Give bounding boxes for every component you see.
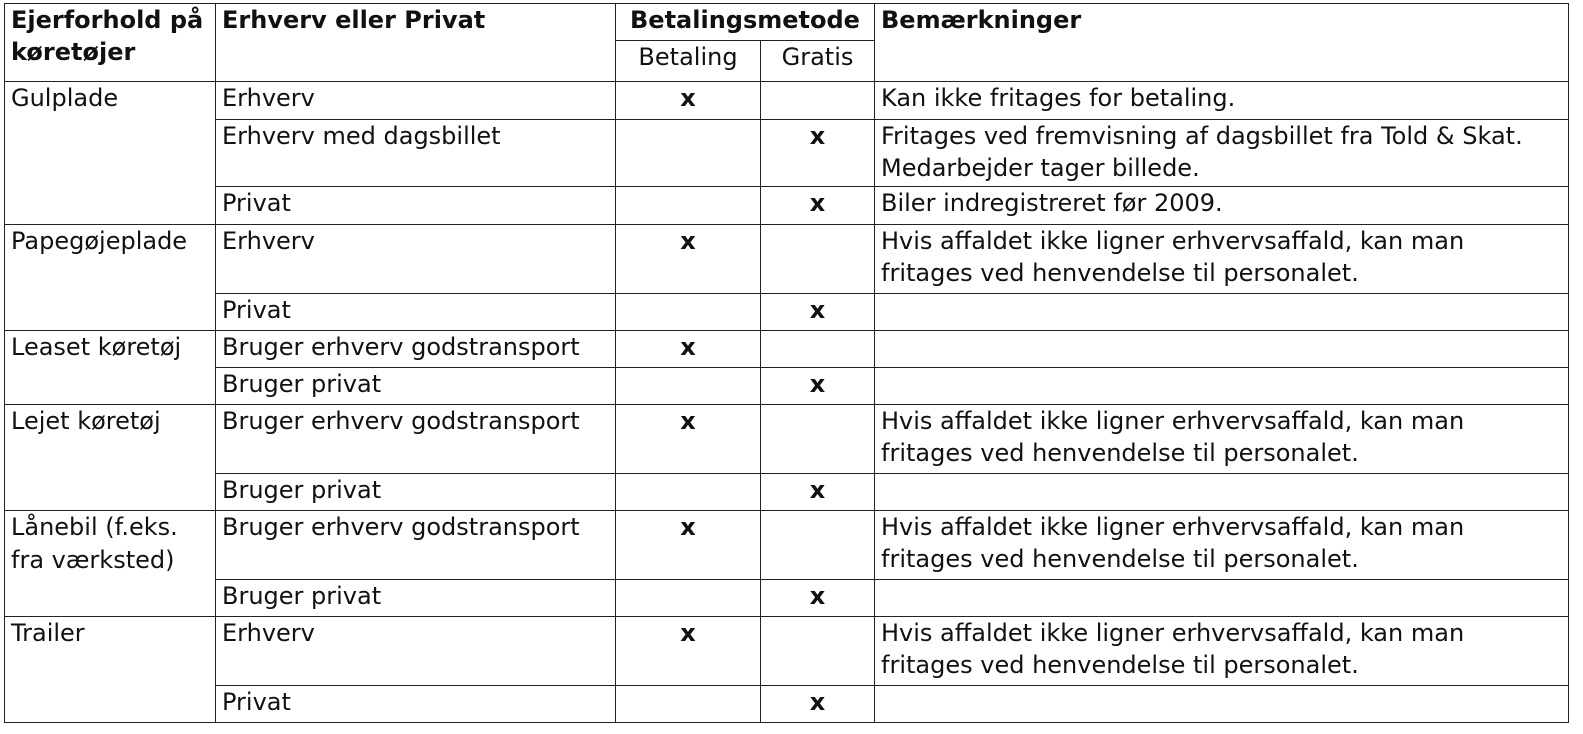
type-cell: Erhverv xyxy=(216,82,616,120)
table-row xyxy=(5,82,1569,120)
header-remarks: Bemærkninger xyxy=(875,4,1569,82)
payment-mark: x xyxy=(616,82,761,120)
remark-cell xyxy=(875,474,1569,511)
free-mark: x xyxy=(761,294,875,331)
type-cell: Erhverv xyxy=(216,225,616,294)
owner-cell: Papegøjeplade xyxy=(5,225,216,331)
free-mark: x xyxy=(761,120,875,187)
type-cell: Privat xyxy=(216,294,616,331)
table-row xyxy=(5,294,1569,331)
table-row xyxy=(5,474,1569,511)
free-mark: x xyxy=(761,474,875,511)
payment-mark: x xyxy=(616,331,761,368)
payment-mark xyxy=(616,368,761,405)
remark-cell: Hvis affaldet ikke ligner erhvervsaffald, kan man fritages ved henvendelse til personalet. xyxy=(875,617,1569,686)
table-row xyxy=(5,331,1569,368)
table-row xyxy=(5,120,1569,187)
payment-mark xyxy=(616,120,761,187)
remark-cell xyxy=(875,294,1569,331)
remark-cell: Kan ikke fritages for betaling. xyxy=(875,82,1569,120)
table-row xyxy=(5,580,1569,617)
payment-mark: x xyxy=(616,617,761,686)
payment-mark: x xyxy=(616,405,761,474)
type-cell: Bruger erhverv godstransport xyxy=(216,331,616,368)
owner-cell: Lånebil (f.eks. fra værksted) xyxy=(5,511,216,617)
owner-cell: Leaset køretøj xyxy=(5,331,216,405)
type-cell: Privat xyxy=(216,187,616,225)
table-row xyxy=(5,225,1569,294)
remark-cell: Hvis affaldet ikke ligner erhvervsaffald, kan man fritages ved henvendelse til personalet. xyxy=(875,511,1569,580)
table-row xyxy=(5,511,1569,580)
free-mark xyxy=(761,405,875,474)
owner-cell: Gulplade xyxy=(5,82,216,225)
type-cell: Erhverv xyxy=(216,617,616,686)
table-row xyxy=(5,187,1569,225)
type-cell: Bruger privat xyxy=(216,474,616,511)
header-payment-method: Betalingsmetode xyxy=(616,4,875,41)
remark-cell xyxy=(875,580,1569,617)
remark-cell: Biler indregistreret før 2009. xyxy=(875,187,1569,225)
header-free: Gratis xyxy=(761,41,875,82)
payment-mark xyxy=(616,474,761,511)
type-cell: Bruger erhverv godstransport xyxy=(216,511,616,580)
free-mark xyxy=(761,617,875,686)
table-row xyxy=(5,617,1569,686)
header-owner: Ejerforhold på køretøjer xyxy=(5,4,216,82)
free-mark: x xyxy=(761,187,875,225)
header-type: Erhverv eller Privat xyxy=(216,4,616,82)
table-row xyxy=(5,368,1569,405)
free-mark xyxy=(761,511,875,580)
remark-cell: Hvis affaldet ikke ligner erhvervsaffald, kan man fritages ved henvendelse til personalet. xyxy=(875,225,1569,294)
type-cell: Bruger privat xyxy=(216,580,616,617)
payment-mark xyxy=(616,187,761,225)
payment-mark xyxy=(616,686,761,723)
payment-mark xyxy=(616,580,761,617)
remark-cell xyxy=(875,331,1569,368)
free-mark: x xyxy=(761,368,875,405)
free-mark: x xyxy=(761,580,875,617)
free-mark xyxy=(761,82,875,120)
free-mark xyxy=(761,225,875,294)
payment-mark: x xyxy=(616,225,761,294)
remark-cell xyxy=(875,368,1569,405)
free-mark: x xyxy=(761,686,875,723)
type-cell: Privat xyxy=(216,686,616,723)
remark-cell: Hvis affaldet ikke ligner erhvervsaffald, kan man fritages ved henvendelse til personalet. xyxy=(875,405,1569,474)
vehicle-payment-table xyxy=(4,3,1569,723)
payment-mark xyxy=(616,294,761,331)
owner-cell: Trailer xyxy=(5,617,216,723)
type-cell: Bruger erhverv godstransport xyxy=(216,405,616,474)
owner-cell: Lejet køretøj xyxy=(5,405,216,511)
header-payment: Betaling xyxy=(616,41,761,82)
type-cell: Bruger privat xyxy=(216,368,616,405)
table-body xyxy=(5,82,1569,723)
remark-cell: Fritages ved fremvisning af dagsbillet fra Told & Skat. Medarbejder tager billede. xyxy=(875,120,1569,187)
free-mark xyxy=(761,331,875,368)
payment-mark: x xyxy=(616,511,761,580)
type-cell: Erhverv med dagsbillet xyxy=(216,120,616,187)
remark-cell xyxy=(875,686,1569,723)
table-row xyxy=(5,686,1569,723)
table-row xyxy=(5,405,1569,474)
